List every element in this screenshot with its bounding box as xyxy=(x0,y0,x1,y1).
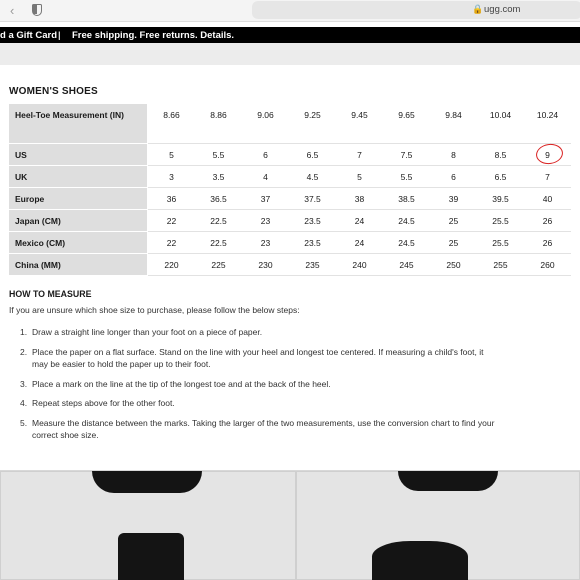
size-value: 37 xyxy=(260,194,271,204)
step-text: Repeat steps above for the other foot. xyxy=(32,398,175,408)
size-cell xyxy=(242,166,289,188)
product-image-boot xyxy=(372,541,468,580)
size-cell xyxy=(383,210,430,232)
size-value: 6 xyxy=(451,172,456,182)
size-row-label: UK xyxy=(9,166,148,188)
gift-card-link[interactable]: d a Gift Card xyxy=(0,30,58,41)
size-cell xyxy=(148,210,195,232)
size-value: 7.5 xyxy=(400,150,413,160)
address-bar[interactable] xyxy=(252,1,580,19)
lock-icon: 🔒 xyxy=(472,4,484,14)
size-cell xyxy=(195,166,242,188)
size-value: 24.5 xyxy=(398,216,415,226)
size-value: 5.5 xyxy=(400,172,413,182)
size-cell xyxy=(383,254,430,276)
size-value: 9.45 xyxy=(351,110,368,120)
size-row xyxy=(9,254,571,276)
size-cell xyxy=(336,210,383,232)
size-chart-table xyxy=(9,104,571,276)
size-value: 39 xyxy=(448,194,459,204)
size-cell xyxy=(477,144,524,166)
size-cell xyxy=(195,188,242,210)
size-value: 24 xyxy=(354,238,365,248)
size-value: 22.5 xyxy=(210,238,227,248)
size-cell xyxy=(524,210,571,232)
size-chart-title: WOMEN'S SHOES xyxy=(9,86,98,97)
size-cell xyxy=(430,188,477,210)
product-image-boot xyxy=(118,533,184,580)
size-value: 8 xyxy=(451,150,456,160)
size-value: 22.5 xyxy=(210,216,227,226)
size-cell xyxy=(336,254,383,276)
step-number: 1. xyxy=(20,327,28,337)
size-value: 7 xyxy=(357,150,362,160)
size-cell xyxy=(430,166,477,188)
size-cell xyxy=(430,210,477,232)
size-cell xyxy=(430,254,477,276)
size-cell xyxy=(477,254,524,276)
size-value: 7 xyxy=(545,172,550,182)
size-value: 26 xyxy=(542,238,553,248)
size-value: 255 xyxy=(493,260,508,270)
size-cell xyxy=(289,232,336,254)
size-cell xyxy=(195,104,242,144)
size-value: 245 xyxy=(399,260,414,270)
size-value: 3.5 xyxy=(212,172,225,182)
size-cell xyxy=(148,188,195,210)
promo-separator: | xyxy=(58,30,61,41)
product-grid-background xyxy=(0,471,580,580)
step-number: 5. xyxy=(20,417,28,428)
size-value: 9.65 xyxy=(398,110,415,120)
size-row-label: Europe xyxy=(9,188,148,210)
step-text: Place a mark on the line at the tip of the longest toe and at the back of the heel. xyxy=(32,378,331,389)
size-cell xyxy=(383,104,430,144)
size-cell xyxy=(289,210,336,232)
size-cell xyxy=(336,166,383,188)
size-row-label: US xyxy=(9,144,148,166)
step-text: Draw a straight line longer than your foot on a piece of paper. xyxy=(32,327,263,337)
size-cell xyxy=(336,144,383,166)
size-row-label: China (MM) xyxy=(9,254,148,276)
size-cell xyxy=(477,166,524,188)
size-value: 26 xyxy=(542,216,553,226)
size-value: 23 xyxy=(260,216,271,226)
size-row-label: Japan (CM) xyxy=(9,210,148,232)
size-cell xyxy=(524,254,571,276)
size-value: 8.5 xyxy=(494,150,507,160)
size-cell xyxy=(242,232,289,254)
size-value: 6.5 xyxy=(494,172,507,182)
step-number: 2. xyxy=(20,346,28,357)
size-cell xyxy=(148,144,195,166)
size-value: 39.5 xyxy=(492,194,509,204)
size-cell xyxy=(477,232,524,254)
size-cell xyxy=(289,254,336,276)
size-cell xyxy=(195,232,242,254)
size-row xyxy=(9,166,571,188)
size-cell xyxy=(383,166,430,188)
size-value: 8.66 xyxy=(163,110,180,120)
size-cell xyxy=(336,104,383,144)
size-value: 6.5 xyxy=(306,150,319,160)
size-row xyxy=(9,210,571,232)
size-value: 4 xyxy=(263,172,268,182)
size-cell xyxy=(336,232,383,254)
measure-step xyxy=(20,326,500,339)
measure-step xyxy=(20,378,500,391)
size-value: 22 xyxy=(166,216,177,226)
size-value: 5 xyxy=(357,172,362,182)
size-cell xyxy=(242,104,289,144)
size-value: 9.84 xyxy=(445,110,462,120)
size-row-label: Heel-Toe Measurement (IN) xyxy=(9,104,148,144)
size-cell xyxy=(430,104,477,144)
size-value: 24 xyxy=(354,216,365,226)
size-value: 23.5 xyxy=(304,238,321,248)
size-value: 25.5 xyxy=(492,238,509,248)
size-value: 23.5 xyxy=(304,216,321,226)
size-value: 5.5 xyxy=(212,150,225,160)
size-value: 8.86 xyxy=(210,110,227,120)
size-row xyxy=(9,232,571,254)
size-value: 25 xyxy=(448,216,459,226)
step-text: Measure the distance between the marks. Taking the larger of the two measurements, use the conversion chart to find your correct shoe size. xyxy=(32,417,495,440)
size-cell xyxy=(195,254,242,276)
size-cell xyxy=(242,254,289,276)
size-value: 10.24 xyxy=(536,110,559,120)
size-cell xyxy=(289,166,336,188)
size-cell xyxy=(383,188,430,210)
size-cell xyxy=(477,188,524,210)
size-value: 40 xyxy=(542,194,553,204)
measure-steps-list xyxy=(20,326,500,449)
size-cell xyxy=(383,232,430,254)
size-cell xyxy=(524,144,571,166)
circled-size-value: 9 xyxy=(545,150,550,160)
size-cell xyxy=(336,188,383,210)
size-cell xyxy=(524,188,571,210)
size-row xyxy=(9,104,571,144)
size-value: 36.5 xyxy=(210,194,227,204)
size-value: 240 xyxy=(352,260,367,270)
browser-toolbar xyxy=(0,0,580,22)
size-value: 3 xyxy=(169,172,174,182)
size-cell xyxy=(289,104,336,144)
size-value: 235 xyxy=(305,260,320,270)
size-cell xyxy=(289,188,336,210)
how-to-measure-title: HOW TO MEASURE xyxy=(9,289,92,299)
size-value: 23 xyxy=(260,238,271,248)
size-value: 4.5 xyxy=(306,172,319,182)
size-cell xyxy=(195,210,242,232)
size-value: 5 xyxy=(169,150,174,160)
size-value: 230 xyxy=(258,260,273,270)
size-cell xyxy=(524,166,571,188)
size-value: 36 xyxy=(166,194,177,204)
size-cell xyxy=(195,144,242,166)
size-value: 25 xyxy=(448,238,459,248)
size-value: 9.06 xyxy=(257,110,274,120)
size-value: 10.04 xyxy=(489,110,512,120)
measure-step xyxy=(20,417,500,442)
size-cell xyxy=(524,232,571,254)
size-cell xyxy=(383,144,430,166)
step-number: 4. xyxy=(20,398,28,408)
size-row-label: Mexico (CM) xyxy=(9,232,148,254)
size-cell xyxy=(289,144,336,166)
product-image-boot xyxy=(92,471,202,493)
address-url[interactable]: ugg.com xyxy=(484,4,521,15)
size-value: 260 xyxy=(540,260,555,270)
size-value: 250 xyxy=(446,260,461,270)
size-value: 25.5 xyxy=(492,216,509,226)
size-row xyxy=(9,188,571,210)
step-text: Place the paper on a flat surface. Stand on the line with your heel and longest toe centered. If measuring a child's foot, it may be easier to hold the paper up to their foot. xyxy=(32,346,484,369)
measure-step xyxy=(20,397,500,410)
size-cell xyxy=(430,232,477,254)
size-value: 22 xyxy=(166,238,177,248)
size-cell xyxy=(477,104,524,144)
size-value: 38.5 xyxy=(398,194,415,204)
how-to-measure-intro: If you are unsure which shoe size to purchase, please follow the below steps: xyxy=(9,305,300,315)
size-cell xyxy=(148,166,195,188)
step-number: 3. xyxy=(20,378,28,389)
product-image-boot xyxy=(398,471,498,491)
size-cell xyxy=(242,210,289,232)
size-value: 37.5 xyxy=(304,194,321,204)
size-value: 225 xyxy=(211,260,226,270)
size-cell xyxy=(430,144,477,166)
chevron-left-icon[interactable]: ‹ xyxy=(10,3,15,18)
size-row xyxy=(9,144,571,166)
free-shipping-link[interactable]: Free shipping. Free returns. Details. xyxy=(72,30,235,41)
measure-step xyxy=(20,346,500,371)
size-value: 220 xyxy=(164,260,179,270)
size-cell xyxy=(148,232,195,254)
size-cell xyxy=(242,188,289,210)
size-cell xyxy=(148,254,195,276)
shield-icon[interactable] xyxy=(32,4,42,16)
size-cell xyxy=(524,104,571,144)
promo-banner xyxy=(0,27,580,43)
size-value: 38 xyxy=(354,194,365,204)
size-cell xyxy=(148,104,195,144)
modal-backdrop xyxy=(0,43,580,65)
size-cell xyxy=(242,144,289,166)
size-value: 24.5 xyxy=(398,238,415,248)
size-value: 9.25 xyxy=(304,110,321,120)
size-cell xyxy=(477,210,524,232)
size-value: 6 xyxy=(263,150,268,160)
